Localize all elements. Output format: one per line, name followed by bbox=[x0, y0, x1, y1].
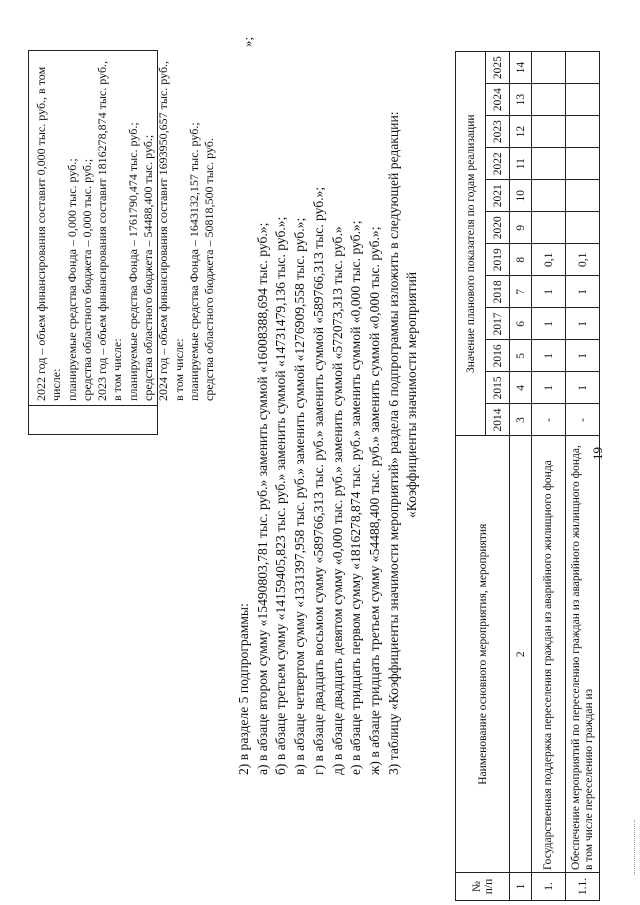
table-row bbox=[566, 52, 600, 901]
amendment-item: в) в абзаце четвертом сумму «1331397,958 тыс. руб.» заменить суммой «1276909,558 тыс. руб.»; bbox=[292, 217, 308, 775]
row-value bbox=[532, 116, 566, 148]
row-value bbox=[566, 52, 600, 84]
scan-mark bbox=[634, 820, 635, 875]
row-value bbox=[566, 148, 600, 180]
row-value: 0,1 bbox=[532, 244, 566, 276]
column-number: 8 bbox=[510, 244, 532, 276]
financing-text bbox=[29, 51, 217, 406]
column-number: 12 bbox=[510, 116, 532, 148]
row-value: 1 bbox=[566, 308, 600, 340]
financing-line: 2022 год – объем финансирования составит 0,000 тыс. руб., в том числе: bbox=[34, 66, 64, 401]
row-value: 1 bbox=[532, 276, 566, 308]
row-value: - bbox=[566, 404, 600, 436]
column-number: 10 bbox=[510, 180, 532, 212]
column-number-row bbox=[510, 52, 532, 901]
item-3-instruction: 3) таблицу «Коэффициенты значимости мероприятий» раздела 6 подпрограммы изложить в следующей редакции: bbox=[385, 111, 401, 775]
row-name: Государственная поддержка переселения граждан из аварийного жилищного фонда bbox=[532, 436, 566, 873]
year-header: 2018 bbox=[486, 276, 510, 308]
table-header-row bbox=[456, 52, 486, 901]
header-name: Наименование основного мероприятия, мероприятия bbox=[456, 436, 510, 873]
header-years-group: Значение планового показателя по годам реализации bbox=[456, 52, 486, 436]
year-header: 2020 bbox=[486, 212, 510, 244]
row-value: 1 bbox=[532, 372, 566, 404]
amendment-item: а) в абзаце втором сумму «15490803,781 тыс. руб.» заменить суммой «16008388,694 тыс. руб.»; bbox=[254, 222, 270, 775]
financing-line: средства областного бюджета – 54488,400 тыс. руб.; bbox=[141, 134, 156, 401]
row-value: 0,1 bbox=[566, 244, 600, 276]
amendment-item: б) в абзаце третьем сумму «14159405,823 тыс. руб.» заменить суммой «14731479,136 тыс. руб.»; bbox=[273, 216, 289, 775]
financing-box bbox=[28, 50, 217, 435]
year-header: 2019 bbox=[486, 244, 510, 276]
year-header: 2021 bbox=[486, 180, 510, 212]
row-value bbox=[532, 180, 566, 212]
closing-quote: »; bbox=[240, 36, 255, 47]
column-number: 11 bbox=[510, 148, 532, 180]
year-header: 2016 bbox=[486, 340, 510, 372]
row-value: 1 bbox=[566, 276, 600, 308]
row-value bbox=[566, 212, 600, 244]
row-value: 1 bbox=[566, 340, 600, 372]
row-number: 1. bbox=[532, 872, 566, 900]
financing-line: средства областного бюджета – 0,000 тыс. руб.; bbox=[79, 158, 94, 401]
row-value bbox=[566, 116, 600, 148]
financing-line: планируемые средства Фонда – 1761790,474 тыс. руб.; bbox=[125, 122, 140, 401]
row-value: - bbox=[532, 404, 566, 436]
row-value: 1 bbox=[532, 308, 566, 340]
coefficients-table bbox=[455, 51, 600, 901]
section-heading: 2) в разделе 5 подпрограммы: bbox=[236, 603, 251, 775]
amendment-item: д) в абзаце двадцать девятом сумму «0,000 тыс. руб.» заменить суммой «572073,313 тыс. руб.» bbox=[329, 226, 345, 775]
row-value bbox=[566, 180, 600, 212]
column-number: 3 bbox=[510, 404, 532, 436]
financing-line: 2024 год – объем финансирования составит 1693950,657 тыс. руб., в том числе: bbox=[156, 60, 186, 401]
row-value bbox=[532, 148, 566, 180]
amendment-item: ж) в абзаце тридцать третьем сумму «54488,400 тыс. руб.» заменить суммой «0,000 тыс. руб.»; bbox=[366, 226, 382, 775]
row-value bbox=[532, 84, 566, 116]
page-number: 19 bbox=[590, 447, 605, 460]
row-number: 1.1. bbox=[566, 872, 600, 900]
financing-line: планируемые средства Фонда – 0,000 тыс. руб.; bbox=[64, 158, 79, 401]
year-header: 2025 bbox=[486, 52, 510, 84]
header-no: № п/п bbox=[456, 872, 510, 900]
year-header: 2017 bbox=[486, 308, 510, 340]
column-number: 5 bbox=[510, 340, 532, 372]
column-number: 2 bbox=[510, 436, 532, 873]
table-title: «Коэффициенты значимости мероприятий bbox=[404, 272, 420, 518]
year-header: 2023 bbox=[486, 116, 510, 148]
year-header: 2015 bbox=[486, 372, 510, 404]
column-number: 14 bbox=[510, 52, 532, 84]
row-value bbox=[566, 84, 600, 116]
financing-line: планируемые средства Фонда – 1643132,157 тыс. руб.; bbox=[186, 122, 201, 401]
amendment-item: г) в абзаце двадцать восьмом сумму «589766,313 тыс. руб.» заменить суммой «589766,313 тыс. руб.»; bbox=[310, 186, 326, 775]
financing-line: средства областного бюджета – 50818,500 тыс. руб. bbox=[202, 138, 217, 401]
row-value bbox=[532, 212, 566, 244]
column-number: 1 bbox=[510, 872, 532, 900]
row-value bbox=[532, 52, 566, 84]
row-value: 1 bbox=[532, 340, 566, 372]
column-number: 9 bbox=[510, 212, 532, 244]
column-number: 4 bbox=[510, 372, 532, 404]
column-number: 7 bbox=[510, 276, 532, 308]
column-number: 13 bbox=[510, 84, 532, 116]
row-value: 1 bbox=[566, 372, 600, 404]
table-row bbox=[532, 52, 566, 901]
column-number: 6 bbox=[510, 308, 532, 340]
year-header: 2014 bbox=[486, 404, 510, 436]
year-header: 2024 bbox=[486, 84, 510, 116]
year-header: 2022 bbox=[486, 148, 510, 180]
amendment-item: е) в абзаце тридцать первом сумму «1816278,874 тыс. руб.» заменить суммой «0,000 тыс. руб.»; bbox=[348, 220, 364, 775]
row-name: Обеспечение мероприятий по переселению граждан из аварийного жилищного фонда, в том числе переселению граждан из bbox=[566, 436, 600, 873]
financing-line: 2023 год – объем финансирования составит 1816278,874 тыс. руб., в том числе: bbox=[95, 60, 125, 401]
amendment-block bbox=[235, 15, 422, 775]
